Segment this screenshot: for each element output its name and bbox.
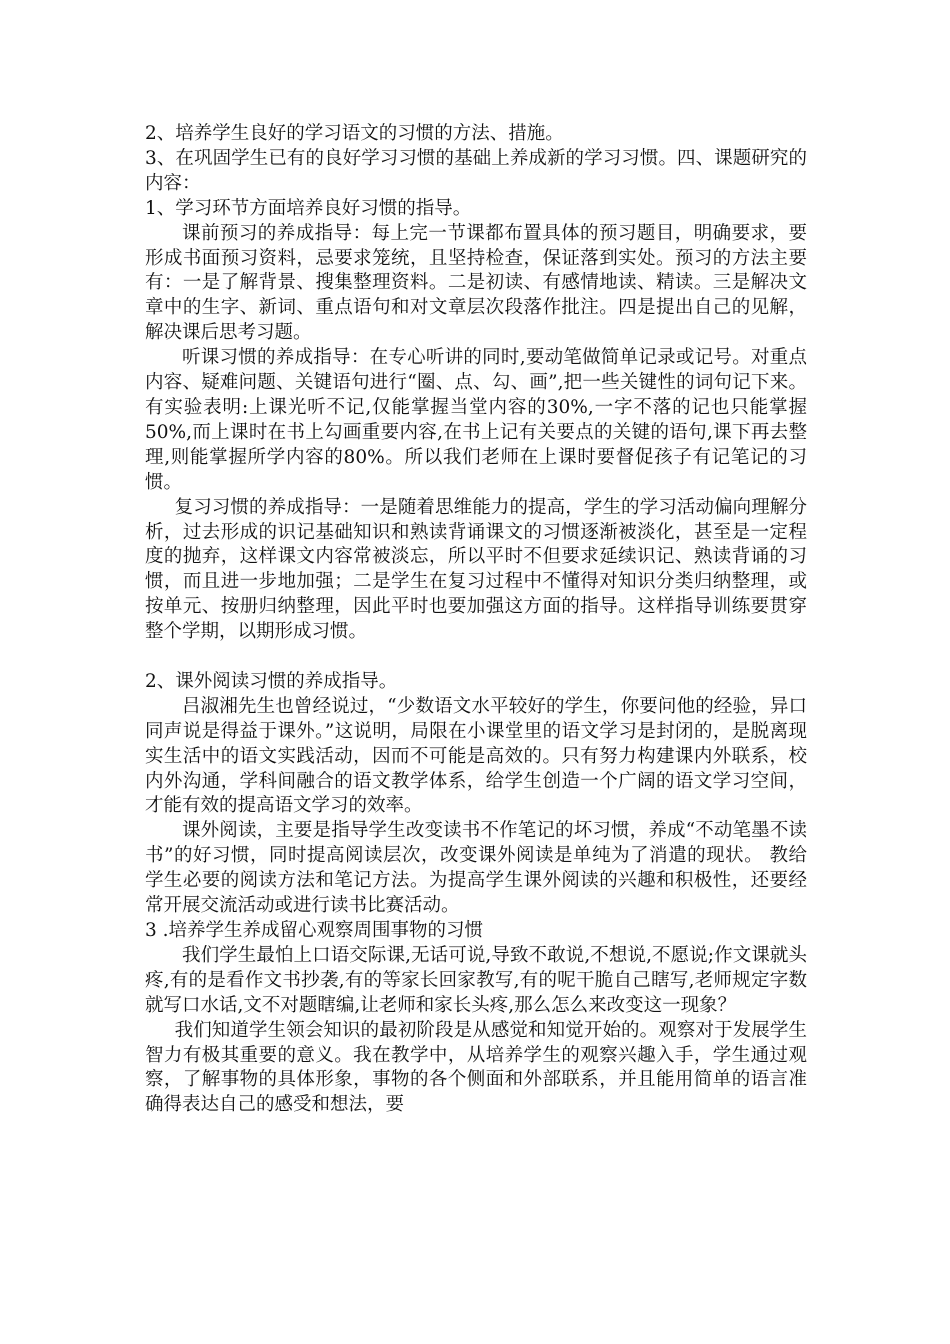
paragraph-preview-habit: 课前预习的养成指导：每上完一节课都布置具体的预习题目，明确要求，要形成书面预习资料，忌要求笼统，且坚持检查，保证落到实处。预习的方法主要有：一是了解背景、搜集整理资料。二是初读、有感情地读、精读。三是解决文章中的生字、新词、重点语句和对文章层次段落作批注。四是提出自己的见解，解决课后思考习题。 bbox=[145, 222, 807, 344]
paragraph-aim-2: 2、培养学生良好的学习语文的习惯的方法、措施。 bbox=[145, 123, 564, 144]
paragraph-observation: 我们知道学生领会知识的最初阶段是从感觉和知觉开始的。观察对于发展学生智力有极其重要的意义。我在教学中，从培养学生的观察兴趣入手，学生通过观察，了解事物的具体形象，事物的各个侧面和外部联系，并且能用简单的语言准确得表达自己的感受和想法，要 bbox=[145, 1019, 807, 1116]
paragraph-listening-habit: 听课习惯的养成指导：在专心听讲的同时,要动笔做简单记录或记号。对重点内容、疑难问题、关键语句进行“圈、点、勾、画”,把一些关键性的词句记下来。有实验表明:上课光听不记,仅能掌握当堂内容的30%,一字不落的记也只能掌握50%,而上课时在书上勾画重要内容,在书上记有关要点的关键的语句,课下再去整理,则能掌握所学内容的80%。所以我们老师在上课时要督促孩子有记笔记的习惯。 bbox=[145, 347, 807, 493]
section-heading-3: 3 .培养学生养成留心观察周围事物的习惯 bbox=[145, 919, 484, 941]
section-heading-2: 2、课外阅读习惯的养成指导。 bbox=[145, 670, 398, 692]
paragraph-oral-communication: 我们学生最怕上口语交际课,无话可说,导致不敢说,不想说,不愿说;作文课就头疼,有的是看作文书抄袭,有的等家长回家教写,有的呢干脆自己瞎写,老师规定字数就写口水话,文不对题瞎编,让老师和家长头疼,那么怎么来改变这一现象？ bbox=[145, 944, 807, 1016]
paragraph-review-habit: 复习习惯的养成指导：一是随着思维能力的提高，学生的学习活动偏向理解分析，过去形成的识记基础知识和熟读背诵课文的习惯逐渐被淡化，甚至是一定程度的抛弃，这样课文内容常被淡忘，所以平时不但要求延续识记、熟读背诵的习惯，而且进一步地加强；二是学生在复习过程中不懂得对知识分类归纳整理，或按单元、按册归纳整理，因此平时也要加强这方面的指导。这样指导训练要贯穿整个学期，以期形成习惯。 bbox=[145, 496, 807, 643]
document-page bbox=[145, 122, 807, 1118]
section-heading-1: 1、学习环节方面培养良好习惯的指导。 bbox=[145, 197, 472, 219]
blank-line bbox=[145, 645, 807, 670]
paragraph-quote-lv-shuxiang: 吕淑湘先生也曾经说过，“少数语文水平较好的学生，你要问他的经验，异口同声说是得益于课外。”这说明，局限在小课堂里的语文学习是封闭的，是脱离现实生活中的语文实践活动，因而不可能是高效的。只有努力构建课内外联系，校内外沟通，学科间融合的语文教学体系，给学生创造一个广阔的语文学习空间，才能有效的提高语文学习的效率。 bbox=[145, 695, 807, 817]
paragraph-aim-3: 3、在巩固学生已有的良好学习习惯的基础上养成新的学习习惯。四、课题研究的内容： bbox=[145, 147, 807, 194]
paragraph-extracurricular-reading: 课外阅读，主要是指导学生改变读书不作笔记的坏习惯，养成“不动笔墨不读书”的好习惯，同时提高阅读层次，改变课外阅读是单纯为了消遣的现状。 教给学生必要的阅读方法和笔记方法。为提高学生课外阅读的兴趣和积极性，还要经常开展交流活动或进行读书比赛活动。 bbox=[145, 820, 807, 917]
